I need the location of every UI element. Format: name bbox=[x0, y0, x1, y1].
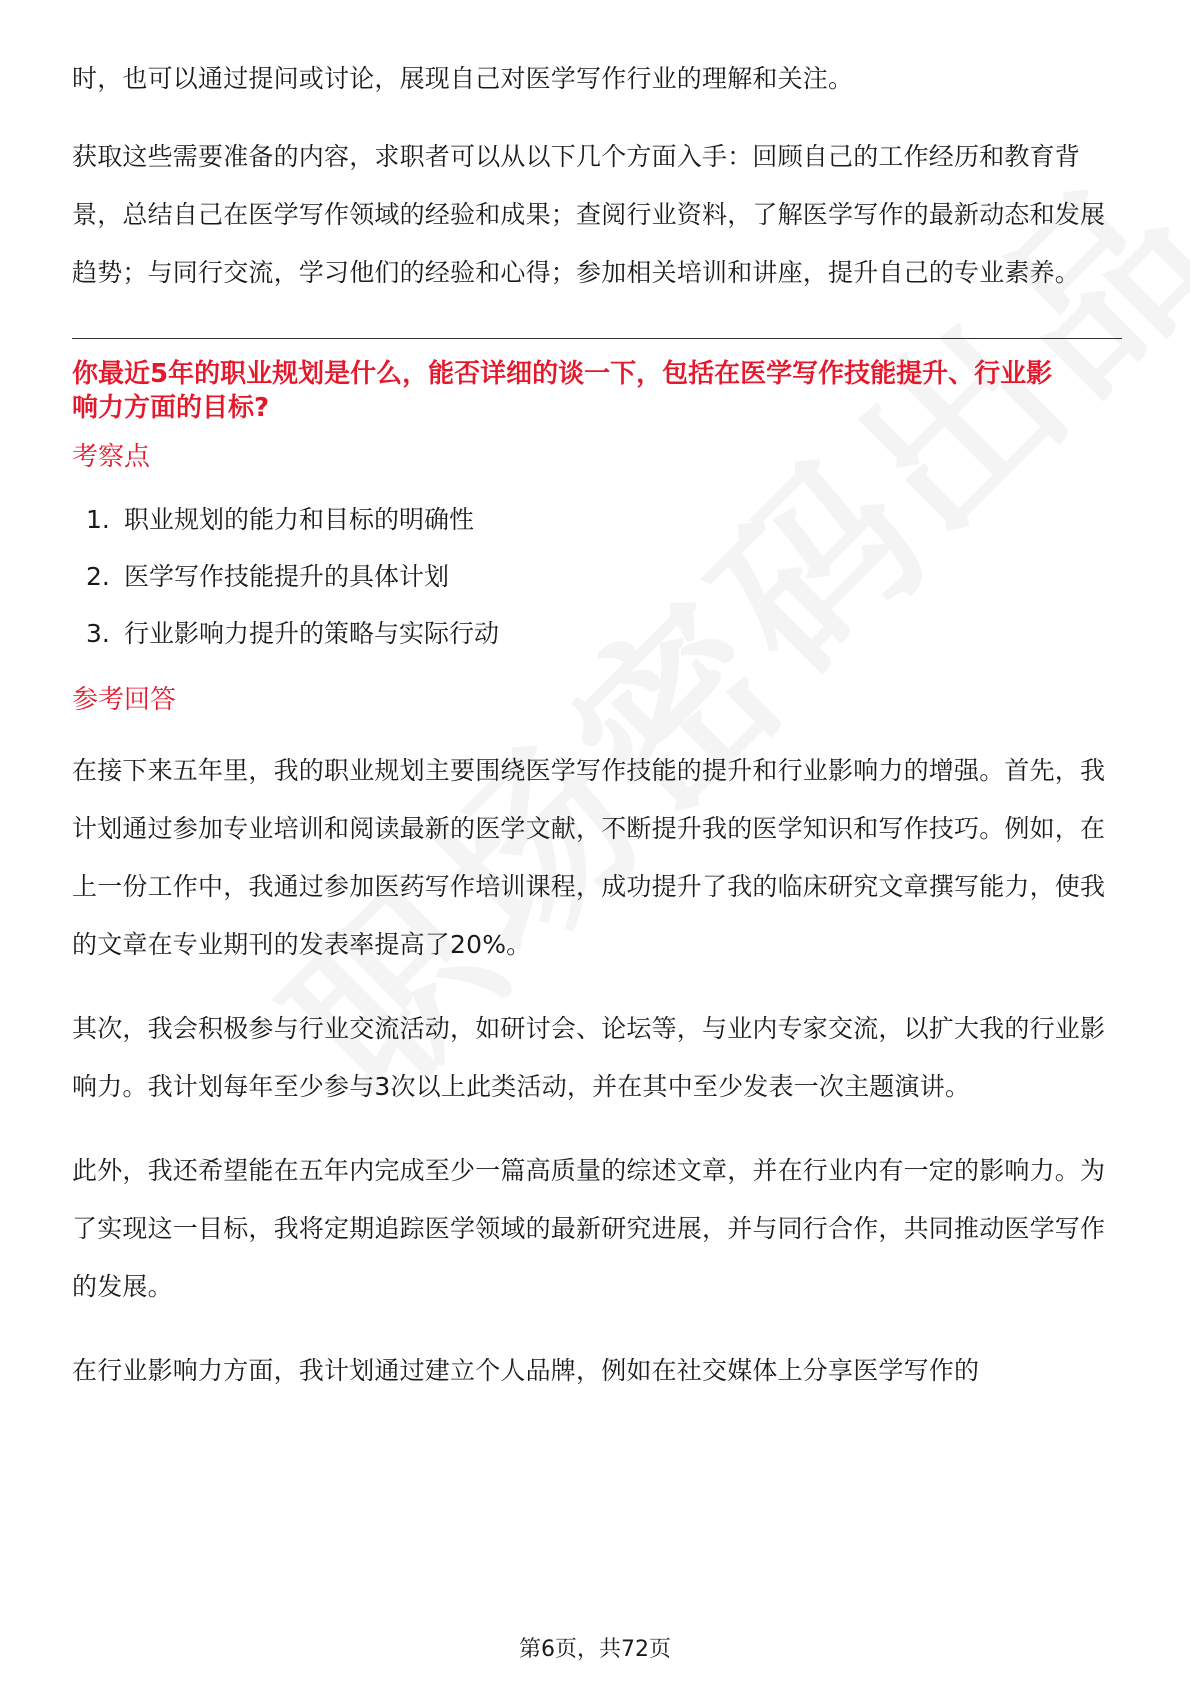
list-item bbox=[72, 605, 1122, 662]
list-item bbox=[72, 548, 1122, 605]
answer-paragraph-1: 在接下来五年里，我的职业规划主要围绕医学写作技能的提升和行业影响力的增强。首先，我计划通过参加专业培训和阅读最新的医学文献，不断提升我的医学知识和写作技巧。例如，在上一份工作中，我通过参加医药写作培训课程，成功提升了我的临床研究文章撰写能力，使我的文章在专业期刊的发表率提高了20%。 bbox=[72, 756, 1106, 959]
question-heading: 你最近5年的职业规划是什么，能否详细的谈一下，包括在医学写作技能提升、行业影响力方面的目标? bbox=[72, 359, 1053, 423]
answer-paragraph-4: 在行业影响力方面，我计划通过建立个人品牌，例如在社交媒体上分享医学写作的 bbox=[72, 1356, 980, 1385]
list-item-number: 2. bbox=[86, 562, 110, 591]
list-item-text: 职业规划的能力和目标的明确性 bbox=[124, 505, 475, 534]
list-item-text: 行业影响力提升的策略与实际行动 bbox=[124, 619, 500, 648]
intro-paragraph-1: 时，也可以通过提问或讨论，展现自己对医学写作行业的理解和关注。 bbox=[72, 64, 854, 93]
assessment-title: 考察点 bbox=[72, 442, 151, 472]
list-item-number: 1. bbox=[86, 505, 110, 534]
list-item-text: 医学写作技能提升的具体计划 bbox=[124, 562, 450, 591]
page-footer: 第6页，共72页 bbox=[519, 1637, 671, 1662]
answer-paragraph-3: 此外，我还希望能在五年内完成至少一篇高质量的综述文章，并在行业内有一定的影响力。为了实现这一目标，我将定期追踪医学领域的最新研究进展，并与同行合作，共同推动医学写作的发展。 bbox=[72, 1156, 1106, 1301]
document-page bbox=[72, 50, 1122, 1400]
answer-paragraph-2: 其次，我会积极参与行业交流活动，如研讨会、论坛等，与业内专家交流，以扩大我的行业影响力。我计划每年至少参与3次以上此类活动，并在其中至少发表一次主题演讲。 bbox=[72, 1014, 1106, 1101]
answer-title: 参考回答 bbox=[72, 685, 177, 715]
assessment-points-list bbox=[72, 491, 1122, 662]
intro-paragraph-2: 获取这些需要准备的内容，求职者可以从以下几个方面入手：回顾自己的工作经历和教育背景，总结自己在医学写作领域的经验和成果；查阅行业资料，了解医学写作的最新动态和发展趋势；与同行交流，学习他们的经验和心得；参加相关培训和讲座，提升自己的专业素养。 bbox=[72, 142, 1106, 287]
list-item bbox=[72, 491, 1122, 548]
list-item-number: 3. bbox=[86, 619, 110, 648]
